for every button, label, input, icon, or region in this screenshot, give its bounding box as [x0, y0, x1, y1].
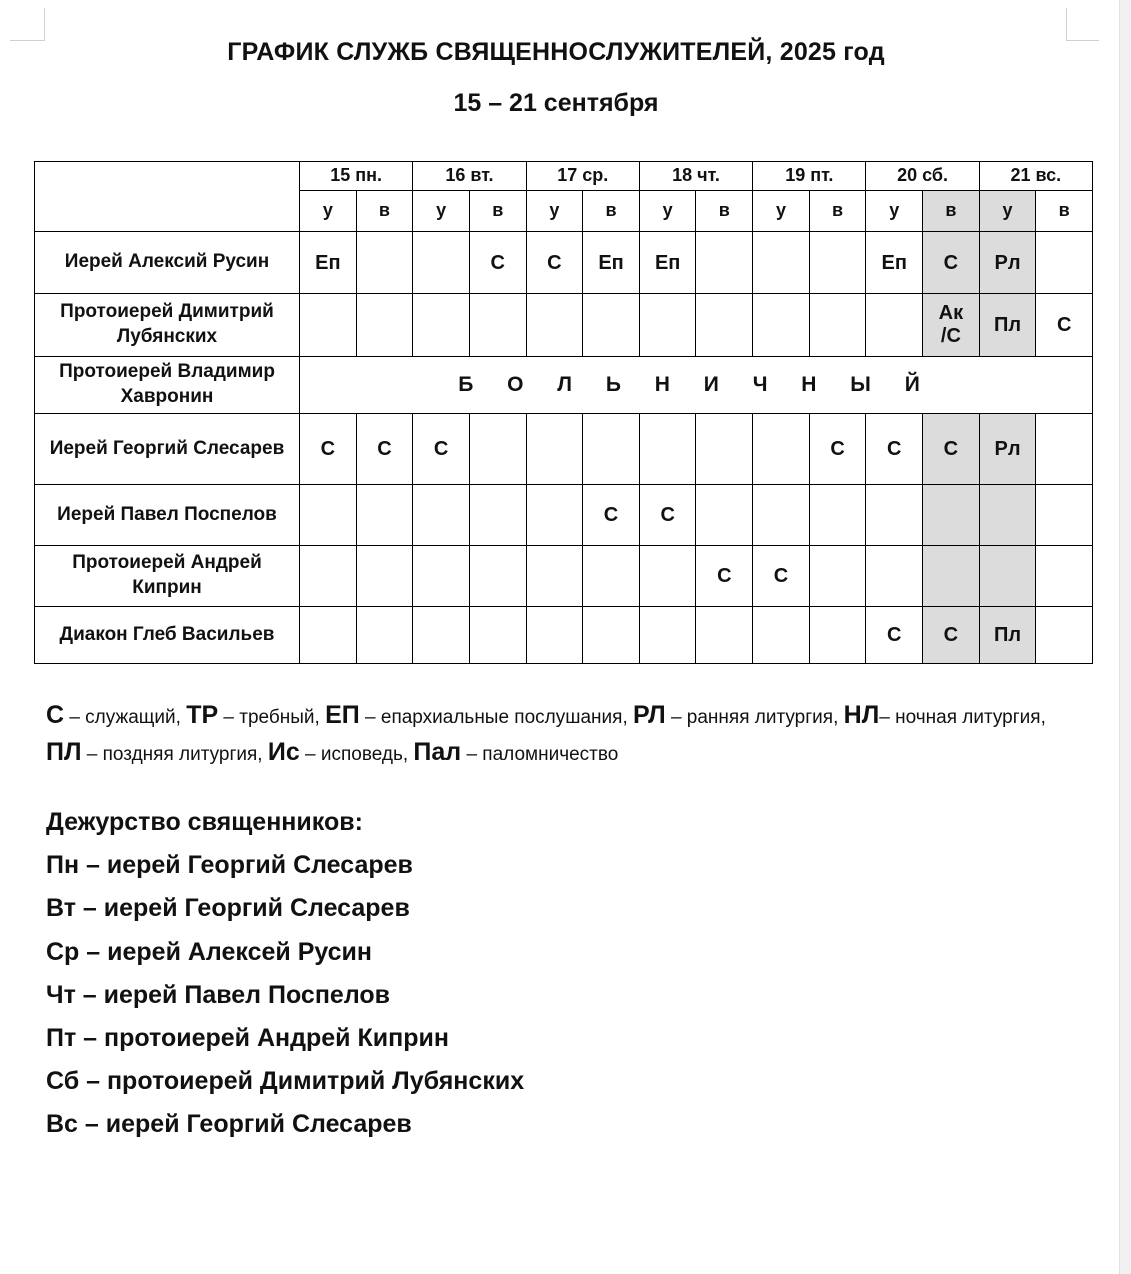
- schedule-cell: [413, 232, 470, 294]
- day-header: 15 пн.: [300, 162, 413, 191]
- schedule-cell: [696, 485, 753, 546]
- day-header: 17 ср.: [526, 162, 639, 191]
- schedule-cell: [979, 485, 1036, 546]
- schedule-cell: [583, 546, 640, 607]
- schedule-cell: [809, 546, 866, 607]
- page-corner-mark-top-left: [10, 8, 45, 41]
- slot-header: в: [469, 191, 526, 232]
- slot-header: у: [413, 191, 470, 232]
- legend: [46, 698, 1076, 772]
- table-row: [35, 294, 1093, 357]
- schedule-cell: [583, 294, 640, 357]
- legend-desc: – поздняя литургия,: [81, 744, 268, 765]
- table-row: [35, 232, 1093, 294]
- schedule-cell: [526, 607, 583, 664]
- slot-header: у: [639, 191, 696, 232]
- schedule-cell: С: [696, 546, 753, 607]
- schedule-cell: С: [583, 485, 640, 546]
- schedule-cell: [809, 232, 866, 294]
- schedule-cell: Пл: [979, 607, 1036, 664]
- schedule-cell: [809, 607, 866, 664]
- schedule-cell: Ак /С: [923, 294, 980, 357]
- schedule-cell: [526, 485, 583, 546]
- legend-abbr: ПЛ: [46, 738, 82, 766]
- schedule-cell: [923, 485, 980, 546]
- duty-line: Сб – протоиерей Димитрий Лубянских: [46, 1067, 525, 1096]
- schedule-cell: С: [923, 414, 980, 485]
- schedule-cell: Еп: [583, 232, 640, 294]
- schedule-cell: [300, 294, 357, 357]
- schedule-cell: [469, 546, 526, 607]
- schedule-cell: [753, 607, 810, 664]
- slot-header: у: [979, 191, 1036, 232]
- legend-abbr: ЕП: [325, 701, 360, 729]
- schedule-cell: Еп: [639, 232, 696, 294]
- schedule-cell: С: [923, 607, 980, 664]
- slot-header: у: [866, 191, 923, 232]
- legend-desc: – ночная литургия,: [879, 707, 1046, 728]
- duty-heading: Дежурство священников:: [46, 808, 363, 836]
- schedule-cell: [639, 607, 696, 664]
- schedule-cell: С: [1036, 294, 1093, 357]
- schedule-cell: С: [300, 414, 357, 485]
- table-row: [35, 546, 1093, 607]
- page-edge: [1119, 0, 1131, 1274]
- schedule-cell: [469, 294, 526, 357]
- table-corner-cell: [35, 162, 300, 232]
- duty-line: Пт – протоиерей Андрей Киприн: [46, 1023, 449, 1052]
- legend-abbr: НЛ: [843, 701, 880, 729]
- day-header: 19 пт.: [753, 162, 866, 191]
- schedule-cell: [923, 546, 980, 607]
- slot-header: у: [753, 191, 810, 232]
- schedule-cell: [526, 294, 583, 357]
- page-corner-mark-top-right: [1066, 8, 1099, 41]
- legend-abbr: Пал: [413, 738, 462, 766]
- slot-header: у: [526, 191, 583, 232]
- slot-header: в: [1036, 191, 1093, 232]
- schedule-cell: С: [809, 414, 866, 485]
- schedule-cell: [300, 546, 357, 607]
- schedule-cell: [1036, 546, 1093, 607]
- schedule-cell: С: [413, 414, 470, 485]
- duty-line: Ср – иерей Алексей Русин: [46, 937, 373, 966]
- schedule-cell: [583, 607, 640, 664]
- schedule-cell: С: [469, 232, 526, 294]
- schedule-cell: [1036, 485, 1093, 546]
- schedule-cell: [526, 546, 583, 607]
- duty-line: Вс – иерей Георгий Слесарев: [46, 1110, 412, 1139]
- document-title: ГРАФИК СЛУЖБ СВЯЩЕННОСЛУЖИТЕЛЕЙ, 2025 год: [227, 38, 885, 66]
- schedule-cell: [356, 607, 413, 664]
- schedule-cell: [1036, 232, 1093, 294]
- schedule-cell: [413, 607, 470, 664]
- legend-abbr: ТР: [186, 701, 219, 729]
- slot-header: в: [583, 191, 640, 232]
- schedule-cell: [696, 232, 753, 294]
- schedule-cell: [583, 414, 640, 485]
- schedule-cell: [356, 294, 413, 357]
- schedule-cell: [753, 485, 810, 546]
- schedule-cell: Еп: [300, 232, 357, 294]
- schedule-cell: С: [866, 607, 923, 664]
- schedule-cell: С: [753, 546, 810, 607]
- schedule-cell: [1036, 607, 1093, 664]
- schedule-cell: [639, 294, 696, 357]
- schedule-cell: [356, 232, 413, 294]
- duty-line: Чт – иерей Павел Поспелов: [46, 980, 391, 1009]
- schedule-cell: [469, 485, 526, 546]
- duty-line: Вт – иерей Георгий Слесарев: [46, 894, 410, 923]
- slot-header: в: [356, 191, 413, 232]
- clergy-name: Иерей Павел Поспелов: [35, 485, 300, 546]
- schedule-table: [34, 161, 1093, 664]
- schedule-cell: [866, 294, 923, 357]
- table-row: [35, 485, 1093, 546]
- schedule-cell: [979, 546, 1036, 607]
- schedule-cell: С: [866, 414, 923, 485]
- duty-section: [46, 803, 524, 1149]
- schedule-cell: [639, 546, 696, 607]
- sick-leave-cell: Б О Л Ь Н И Ч Н Ы Й: [300, 357, 1093, 414]
- schedule-cell: С: [526, 232, 583, 294]
- schedule-cell: Еп: [866, 232, 923, 294]
- schedule-cell: [300, 485, 357, 546]
- schedule-cell: Рл: [979, 232, 1036, 294]
- schedule-cell: [413, 294, 470, 357]
- schedule-cell: С: [639, 485, 696, 546]
- schedule-cell: С: [356, 414, 413, 485]
- clergy-name: Диакон Глеб Васильев: [35, 607, 300, 664]
- schedule-cell: С: [923, 232, 980, 294]
- schedule-cell: [809, 294, 866, 357]
- legend-desc: – епархиальные послушания,: [359, 707, 634, 728]
- table-row: [35, 414, 1093, 485]
- day-header: 18 чт.: [639, 162, 752, 191]
- schedule-cell: [469, 414, 526, 485]
- table-row: [35, 607, 1093, 664]
- schedule-cell: [753, 294, 810, 357]
- slot-header: у: [300, 191, 357, 232]
- schedule-cell: [356, 485, 413, 546]
- legend-desc: – служащий,: [64, 707, 187, 728]
- day-header: 16 вт.: [413, 162, 526, 191]
- schedule-cell: [1036, 414, 1093, 485]
- legend-desc: – паломничество: [461, 744, 619, 765]
- slot-header: в: [809, 191, 866, 232]
- schedule-cell: Пл: [979, 294, 1036, 357]
- schedule-cell: [753, 414, 810, 485]
- document-subtitle: 15 – 21 сентября: [453, 89, 659, 117]
- legend-desc: – ранняя литургия,: [665, 707, 844, 728]
- legend-abbr: С: [46, 701, 65, 729]
- schedule-cell: [300, 607, 357, 664]
- legend-desc: – исповедь,: [299, 744, 414, 765]
- schedule-cell: Рл: [979, 414, 1036, 485]
- schedule-cell: [639, 414, 696, 485]
- clergy-name: Протоиерей Владимир Хавронин: [35, 357, 300, 414]
- day-header: 21 вс.: [979, 162, 1092, 191]
- schedule-cell: [696, 414, 753, 485]
- schedule-cell: [866, 485, 923, 546]
- clergy-name: Протоиерей Андрей Киприн: [35, 546, 300, 607]
- schedule-cell: [696, 294, 753, 357]
- day-header: 20 сб.: [866, 162, 979, 191]
- schedule-cell: [526, 414, 583, 485]
- legend-abbr: Ис: [267, 738, 300, 766]
- clergy-name: Иерей Алексий Русин: [35, 232, 300, 294]
- duty-line: Пн – иерей Георгий Слесарев: [46, 851, 413, 880]
- legend-desc: – требный,: [218, 707, 326, 728]
- table-row: [35, 357, 1093, 414]
- clergy-name: Протоиерей Димитрий Лубянских: [35, 294, 300, 357]
- slot-header: в: [696, 191, 753, 232]
- schedule-cell: [696, 607, 753, 664]
- schedule-cell: [809, 485, 866, 546]
- schedule-cell: [753, 232, 810, 294]
- clergy-name: Иерей Георгий Слесарев: [35, 414, 300, 485]
- schedule-cell: [866, 546, 923, 607]
- schedule-cell: [413, 485, 470, 546]
- schedule-cell: [413, 546, 470, 607]
- schedule-cell: [356, 546, 413, 607]
- legend-abbr: РЛ: [633, 701, 666, 729]
- schedule-cell: [469, 607, 526, 664]
- slot-header: в: [923, 191, 980, 232]
